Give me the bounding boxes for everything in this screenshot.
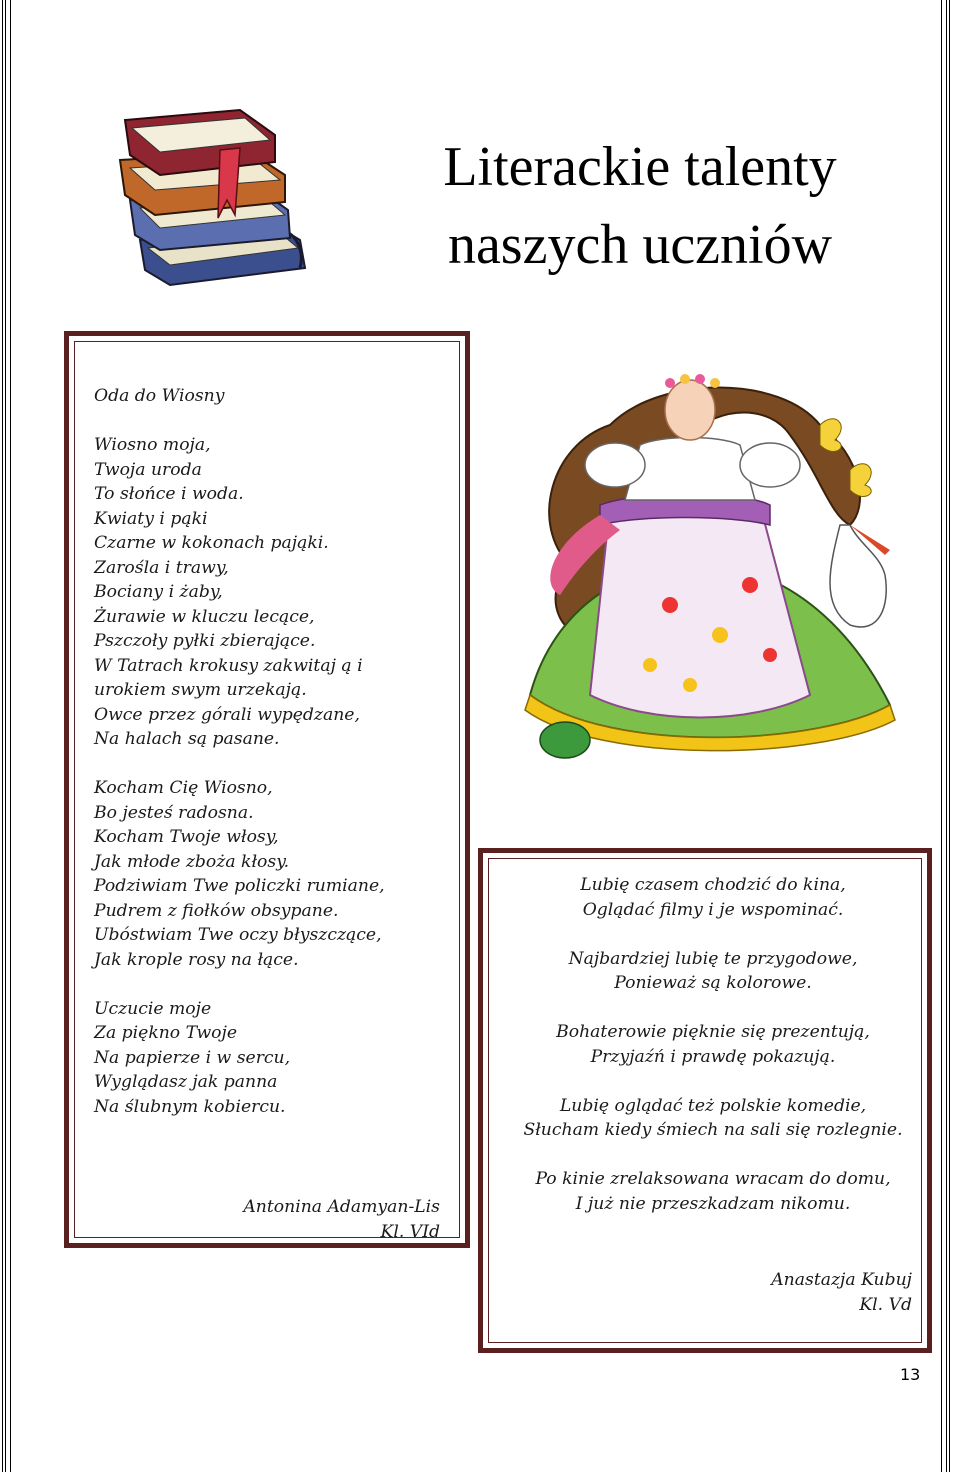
poem-line: Bohaterowie pięknie się prezentują, — [556, 1022, 870, 1042]
right-poem-signature — [600, 1268, 912, 1317]
poem-line: Zarośla i trawy, — [94, 557, 229, 578]
poem-line: Najbardziej lubię te przygodowe, — [568, 948, 858, 969]
poem-line: I już nie przeszkadzam nikomu. — [575, 1193, 851, 1214]
poem-line: Na papierze i w sercu, — [94, 1047, 291, 1068]
left-poem-signature — [200, 1195, 440, 1244]
poem-heading: Oda do Wiosny — [94, 386, 225, 406]
poem-line: Kocham Twoje włosy, — [94, 827, 279, 847]
poem-line: Uczucie moje — [94, 998, 212, 1019]
poem-stanza — [498, 947, 928, 996]
poem-line: Bo jesteś radosna. — [94, 802, 254, 823]
poem-line: W Tatrach krokusy zakwitaj ą i — [94, 655, 363, 676]
poem-line: Podziwiam Twe policzki rumiane, — [94, 876, 385, 896]
poem-line: Pszczoły pyłki zbierające. — [94, 631, 316, 651]
poem-stanza — [94, 433, 454, 752]
title-line-2: naszych uczniów — [447, 214, 833, 276]
poem-stanza — [498, 1020, 928, 1069]
poem-line: Ubóstwiam Twe oczy błyszczące, — [94, 925, 382, 945]
poem-line: Na ślubnym kobiercu. — [94, 1096, 286, 1117]
poem-line: Żurawie w kluczu lecące, — [94, 606, 315, 627]
poem-line: Jak krople rosy na łące. — [94, 949, 299, 970]
poem-line: Twoja uroda — [94, 459, 202, 480]
poem-line: Przyjaźń i prawdę pokazują. — [590, 1046, 836, 1067]
poem-line: Owce przez górali wypędzane, — [94, 704, 360, 725]
poem-line: Lubię czasem chodzić do kina, — [580, 875, 846, 895]
poem-stanza — [498, 1167, 928, 1216]
poem-stanza — [498, 873, 928, 922]
poem-line: Wiosno moja, — [94, 435, 211, 455]
books-illustration — [100, 90, 340, 290]
poem-line: Lubię oglądać też polskie komedie, — [559, 1095, 867, 1116]
poem-stanza — [94, 997, 454, 1120]
poem-line: Słucham kiedy śmiech na sali się rozlegnie. — [523, 1120, 903, 1140]
author-name: Anastazja Kubuj — [771, 1270, 912, 1290]
poem-line: Kwiaty i pąki — [94, 508, 208, 529]
right-poem — [498, 873, 928, 1241]
poem-line: Na halach są pasane. — [94, 729, 280, 749]
page-title — [380, 128, 900, 284]
title-line-1: Literackie talenty — [443, 136, 837, 198]
author-class: Kl. VId — [380, 1221, 440, 1242]
poem-line: Jak młode zboża kłosy. — [94, 851, 290, 872]
poem-line: Ponieważ są kolorowe. — [614, 973, 812, 993]
left-poem — [94, 384, 454, 1144]
poem-stanza — [94, 776, 454, 972]
poem-line: Czarne w kokonach pająki. — [94, 533, 329, 553]
poem-line: Za piękno Twoje — [94, 1023, 238, 1043]
poem-line: Bociany i żaby, — [94, 582, 223, 602]
spring-girl-illustration — [490, 365, 920, 795]
poem-line: To słońce i woda. — [94, 484, 244, 504]
page-number: 13 — [900, 1365, 921, 1384]
poem-line: Pudrem z fiołków obsypane. — [94, 900, 339, 921]
poem-line: Wyglądasz jak panna — [94, 1072, 278, 1092]
author-class: Kl. Vd — [859, 1294, 912, 1315]
poem-line: Kocham Cię Wiosno, — [94, 778, 273, 798]
author-name: Antonina Adamyan-Lis — [243, 1197, 440, 1217]
poem-line: urokiem swym urzekają. — [94, 680, 307, 700]
poem-line: Oglądać filmy i je wspominać. — [582, 899, 844, 920]
poem-stanza — [498, 1094, 928, 1143]
poem-line: Po kinie zrelaksowana wracam do domu, — [535, 1169, 891, 1189]
